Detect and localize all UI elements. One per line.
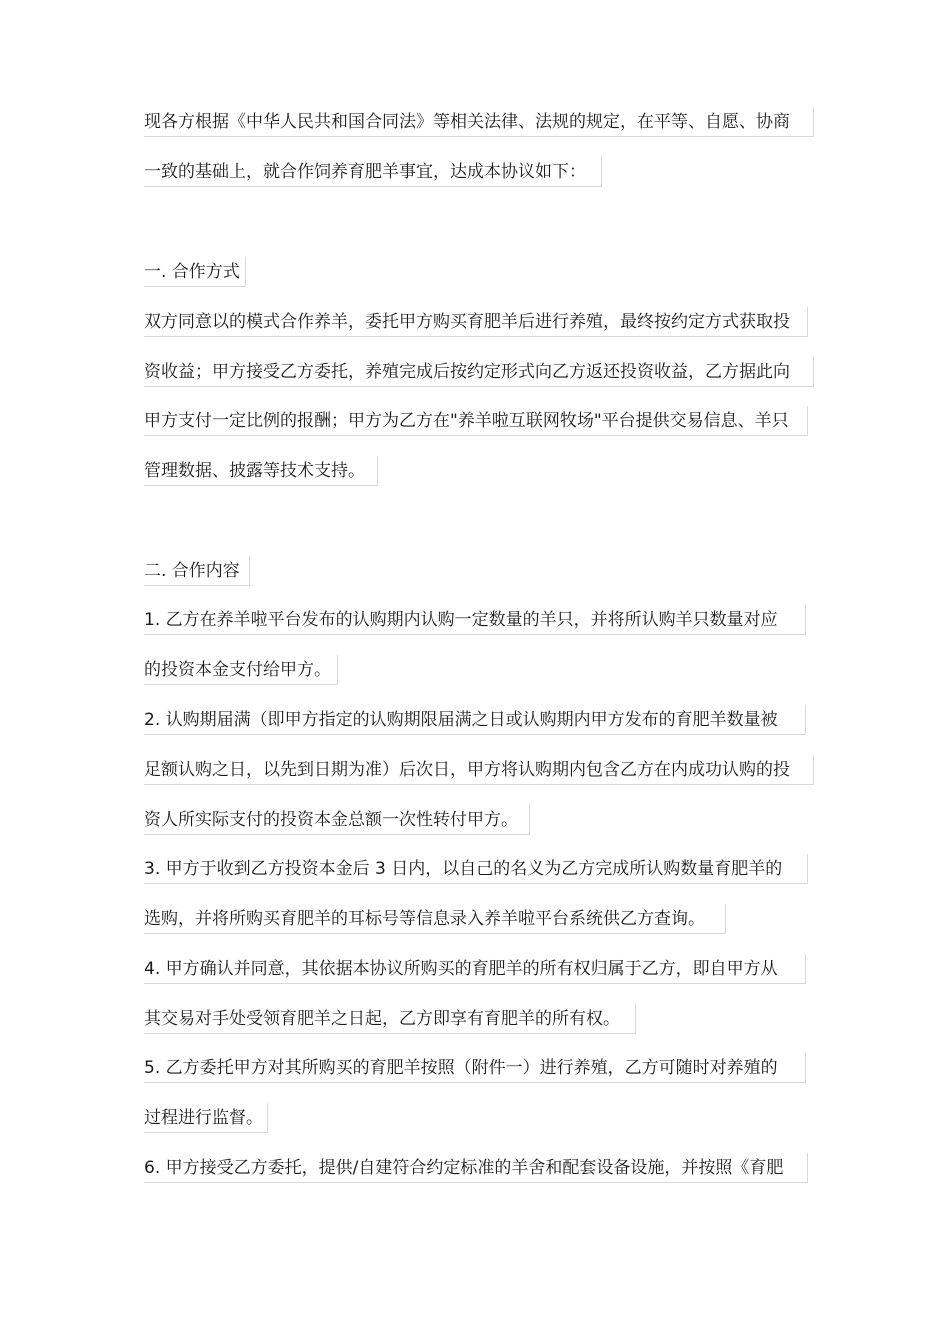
item-5-line-2: 过程进行监督。 [144, 1103, 268, 1133]
item-4-line-1: 4. 甲方确认并同意，其依据本协议所购买的育肥羊的所有权归属于乙方，即自甲方从 [144, 954, 806, 984]
item-2-line-3: 资人所实际支付的投资本金总额一次性转付甲方。 [144, 805, 530, 835]
intro-line-2: 一致的基础上，就合作饲养育肥羊事宜，达成本协议如下： [144, 157, 602, 187]
section-1-line-2: 资收益；甲方接受乙方委托，养殖完成后按约定形式向乙方返还投资收益，乙方据此向 [144, 357, 814, 387]
section-1-line-4: 管理数据、披露等技术支持。 [144, 456, 378, 486]
item-4-line-2: 其交易对手处受领育肥羊之日起，乙方即享有育肥羊的所有权。 [144, 1004, 636, 1034]
intro-line-1: 现各方根据《中华人民共和国合同法》等相关法律、法规的规定，在平等、自愿、协商 [144, 107, 814, 137]
item-3-line-1: 3. 甲方于收到乙方投资本金后 3 日内，以自己的名义为乙方完成所认购数量育肥羊的 [144, 854, 808, 884]
item-3-line-2: 选购，并将所购买育肥羊的耳标号等信息录入养羊啦平台系统供乙方查询。 [144, 904, 726, 934]
item-1-line-1: 1. 乙方在养羊啦平台发布的认购期内认购一定数量的羊只，并将所认购羊只数量对应 [144, 605, 806, 635]
item-2-line-1: 2. 认购期届满（即甲方指定的认购期限届满之日或认购期内甲方发布的育肥羊数量被 [144, 705, 806, 735]
item-2-line-2: 足额认购之日，以先到日期为准）后次日，甲方将认购期内包含乙方在内成功认购的投 [144, 755, 814, 785]
item-5-line-1: 5. 乙方委托甲方对其所购买的育肥羊按照（附件一）进行养殖，乙方可随时对养殖的 [144, 1053, 806, 1083]
item-1-line-2: 的投资本金支付给甲方。 [144, 655, 338, 685]
section-heading-cooperation-content: 二. 合作内容 [144, 556, 250, 586]
section-1-line-3: 甲方支付一定比例的报酬；甲方为乙方在"养羊啦互联网牧场"平台提供交易信息、羊只 [144, 406, 808, 436]
section-1-line-1: 双方同意以的模式合作养羊，委托甲方购买育肥羊后进行养殖，最终按约定方式获取投 [144, 307, 808, 337]
item-6-line-1: 6. 甲方接受乙方委托，提供/自建符合约定标准的羊舍和配套设备设施，并按照《育肥 [144, 1153, 808, 1183]
section-heading-cooperation-mode: 一. 合作方式 [144, 257, 246, 287]
